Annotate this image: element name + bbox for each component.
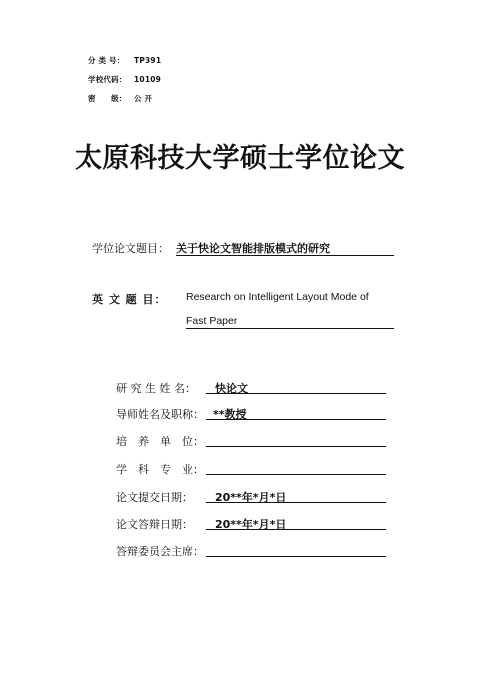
field-underline [206, 393, 386, 394]
classification-row [88, 55, 161, 66]
cn-title-value: 关于快论文智能排版模式的研究 [176, 242, 330, 255]
field-value: 快论文 [215, 382, 248, 395]
school-code-label: 学校代码： [88, 75, 127, 84]
en-title-label: 英 文 题 目： [92, 293, 167, 306]
en-title-line2: Fast Paper [186, 315, 238, 327]
document-title: 太原科技大学硕士学位论文 [75, 143, 405, 174]
field-label: 答辩委员会主席： [116, 545, 204, 558]
field-label: 论文答辩日期： [116, 518, 193, 531]
cn-title-label: 学位论文题目： [92, 242, 169, 255]
secrecy-label: 密 级： [88, 94, 127, 103]
field-underline [206, 419, 386, 420]
field-underline [206, 446, 386, 447]
field-underline [206, 474, 386, 475]
secrecy-value: 公 开 [134, 94, 153, 103]
field-label: 学 科 专 业： [116, 463, 204, 476]
field-underline [206, 556, 386, 557]
field-label: 论文提交日期： [116, 491, 193, 504]
field-value: **教授 [213, 408, 247, 421]
school-code-value: 10109 [134, 75, 162, 84]
en-title-underline [186, 328, 394, 329]
field-label: 研 究 生 姓 名： [116, 382, 196, 395]
classification-label: 分 类 号： [88, 56, 125, 65]
classification-value: TP391 [134, 56, 162, 65]
field-value: 20**年*月*日 [215, 491, 287, 504]
field-value: 20**年*月*日 [215, 518, 287, 531]
field-label: 导师姓名及职称： [116, 408, 204, 421]
school-code-row [88, 74, 161, 85]
field-label: 培 养 单 位： [116, 435, 204, 448]
field-underline [206, 529, 386, 530]
cn-title-underline [176, 255, 394, 256]
secrecy-row [88, 93, 152, 104]
en-title-line1: Research on Intelligent Layout Mode of [186, 291, 369, 303]
field-underline [206, 502, 386, 503]
